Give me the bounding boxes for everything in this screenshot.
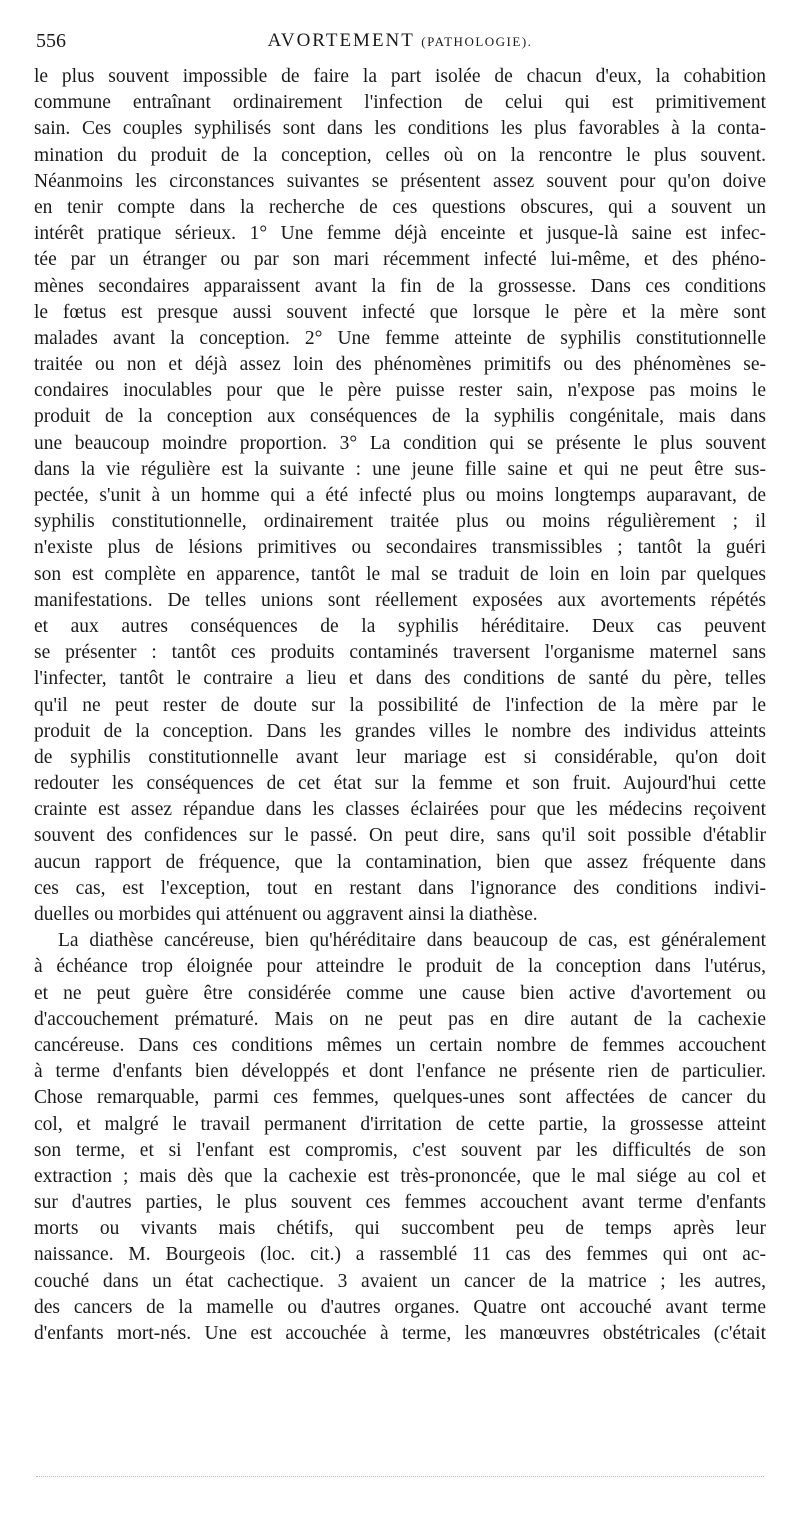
text-line: ces cas, est l'exception, tout en restant dans l'ignorance des conditions indivi- (34, 877, 766, 899)
text-line: cancéreuse. Dans ces conditions mêmes un certain nombre de femmes accouchent (34, 1034, 766, 1056)
text-line: mènes secondaires apparaissent avant la fin de la grossesse. Dans ces conditions (34, 275, 766, 297)
running-title (36, 30, 764, 52)
text-line: manifestations. De telles unions sont réellement exposées aux avortements répétés (34, 589, 766, 611)
text-line: mination du produit de la conception, celles où on la rencontre le plus souvent. (34, 144, 766, 166)
text-line: Néanmoins les circonstances suivantes se présentent assez souvent pour qu'on doive (34, 170, 766, 192)
text-line: commune entraînant ordinairement l'infection de celui qui est primitivement (34, 92, 766, 114)
page-bottom-rule (36, 1476, 764, 1477)
text-line: traitée ou non et déjà assez loin des phénomènes primitifs ou des phénomènes se- (34, 354, 766, 376)
text-line: morts ou vivants mais chétifs, qui succombent peu de temps après leur (34, 1218, 766, 1240)
running-title-main: AVORTEMENT (267, 30, 415, 51)
body-text (34, 64, 766, 1347)
running-head (36, 30, 764, 56)
text-line: Chose remarquable, parmi ces femmes, quelques-unes sont affectées de cancer du (34, 1087, 766, 1109)
text-line: qu'il ne peut rester de doute sur la possibilité de l'infection de la mère par le (34, 694, 766, 716)
text-line: se présenter : tantôt ces produits contaminés traversent l'organisme maternel sans (34, 642, 766, 664)
text-line: pectée, s'unit à un homme qui a été infecté plus ou moins longtemps auparavant, de (34, 485, 766, 506)
text-line: le plus souvent impossible de faire la part isolée de chacun d'eux, la cohabition (34, 66, 766, 87)
page-number: 556 (36, 30, 66, 52)
text-line: souvent des confidences sur le passé. On peut dire, sans qu'il soit possible d'établir (34, 825, 766, 847)
text-line: redouter les conséquences de cet état sur la femme et son fruit. Aujourd'hui cette (34, 773, 766, 795)
text-line: en tenir compte dans la recherche de ces questions obscures, qui a souvent un (34, 196, 766, 218)
text-line: à terme d'enfants bien développés et dont l'enfance ne présente rien de particulier. (34, 1061, 766, 1083)
text-line: couché dans un état cachectique. 3 avaient un cancer de la matrice ; les autres, (34, 1270, 766, 1292)
text-line: crainte est assez répandue dans les classes éclairées pour que les médecins reçoivent (34, 799, 766, 821)
text-line: condaires inoculables pour que le père puisse rester sain, n'expose pas moins le (34, 380, 766, 402)
running-title-subtitle: (PATHOLOGIE). (421, 34, 533, 49)
text-line: une beaucoup moindre proportion. 3° La condition qui se présente le plus souvent (34, 432, 766, 454)
text-line: de syphilis constitutionnelle avant leur mariage est si considérable, qu'on doit (34, 746, 766, 768)
text-line: produit de la conception. Dans les grandes villes le nombre des individus atteints (34, 720, 766, 742)
text-line: col, et malgré le travail permanent d'irritation de cette partie, la grossesse atteint (34, 1113, 766, 1135)
text-line: sain. Ces couples syphilisés sont dans les conditions les plus favorables à la conta- (34, 118, 766, 140)
text-line: des cancers de la mamelle ou d'autres organes. Quatre ont accouché avant terme (34, 1296, 766, 1318)
text-line: l'infecter, tantôt le contraire a lieu et dans des conditions de santé du père, telles (34, 668, 766, 690)
text-line: d'enfants mort-nés. Une est accouchée à terme, les manœuvres obstétricales (c'était (34, 1323, 766, 1344)
text-line: tée par un étranger ou par son mari récemment infecté lui-même, et des phéno- (34, 249, 766, 271)
text-line: malades avant la conception. 2° Une femme atteinte de syphilis constitutionnelle (34, 327, 766, 349)
text-line: dans la vie régulière est la suivante : une jeune fille saine et qui ne peut être sus- (34, 458, 766, 480)
text-line: La diathèse cancéreuse, bien qu'héréditaire dans beaucoup de cas, est généralement (58, 930, 766, 952)
text-line: naissance. M. Bourgeois (loc. cit.) a rassemblé 11 cas des femmes qui ont ac- (34, 1244, 766, 1266)
text-line: et aux autres conséquences de la syphilis héréditaire. Deux cas peuvent (34, 615, 766, 637)
text-line: duelles ou morbides qui atténuent ou aggravent ainsi la diathèse. (34, 904, 538, 925)
text-line: à échéance trop éloignée pour atteindre le produit de la conception dans l'utérus, (34, 956, 766, 978)
text-line: syphilis constitutionnelle, ordinairement traitée plus ou moins régulièrement ; il (34, 511, 766, 533)
text-line: produit de la conception aux conséquences de la syphilis congénitale, mais dans (34, 406, 766, 428)
text-line: intérêt pratique sérieux. 1° Une femme déjà enceinte et jusque-là saine est infec- (34, 223, 766, 245)
text-line: extraction ; mais dès que la cachexie est très-prononcée, que le mal siége au col et (34, 1165, 766, 1187)
text-line: d'accouchement prématuré. Mais on ne peut pas en dire autant de la cachexie (34, 1008, 766, 1030)
text-line: le fœtus est presque aussi souvent infecté que lorsque le père et la mère sont (34, 301, 766, 323)
text-line: et ne peut guère être considérée comme une cause bien active d'avortement ou (34, 982, 766, 1004)
text-line: sur d'autres parties, le plus souvent ces femmes accouchent avant terme d'enfants (34, 1192, 766, 1214)
text-line: son est complète en apparence, tantôt le mal se traduit de loin en loin par quelques (34, 563, 766, 585)
text-line: son terme, et si l'enfant est compromis, c'est souvent par les difficultés de son (34, 1139, 766, 1161)
text-line: aucun rapport de fréquence, que la contamination, bien que assez fréquente dans (34, 851, 766, 873)
text-line: n'existe plus de lésions primitives ou secondaires transmissibles ; tantôt la guéri (34, 537, 766, 559)
